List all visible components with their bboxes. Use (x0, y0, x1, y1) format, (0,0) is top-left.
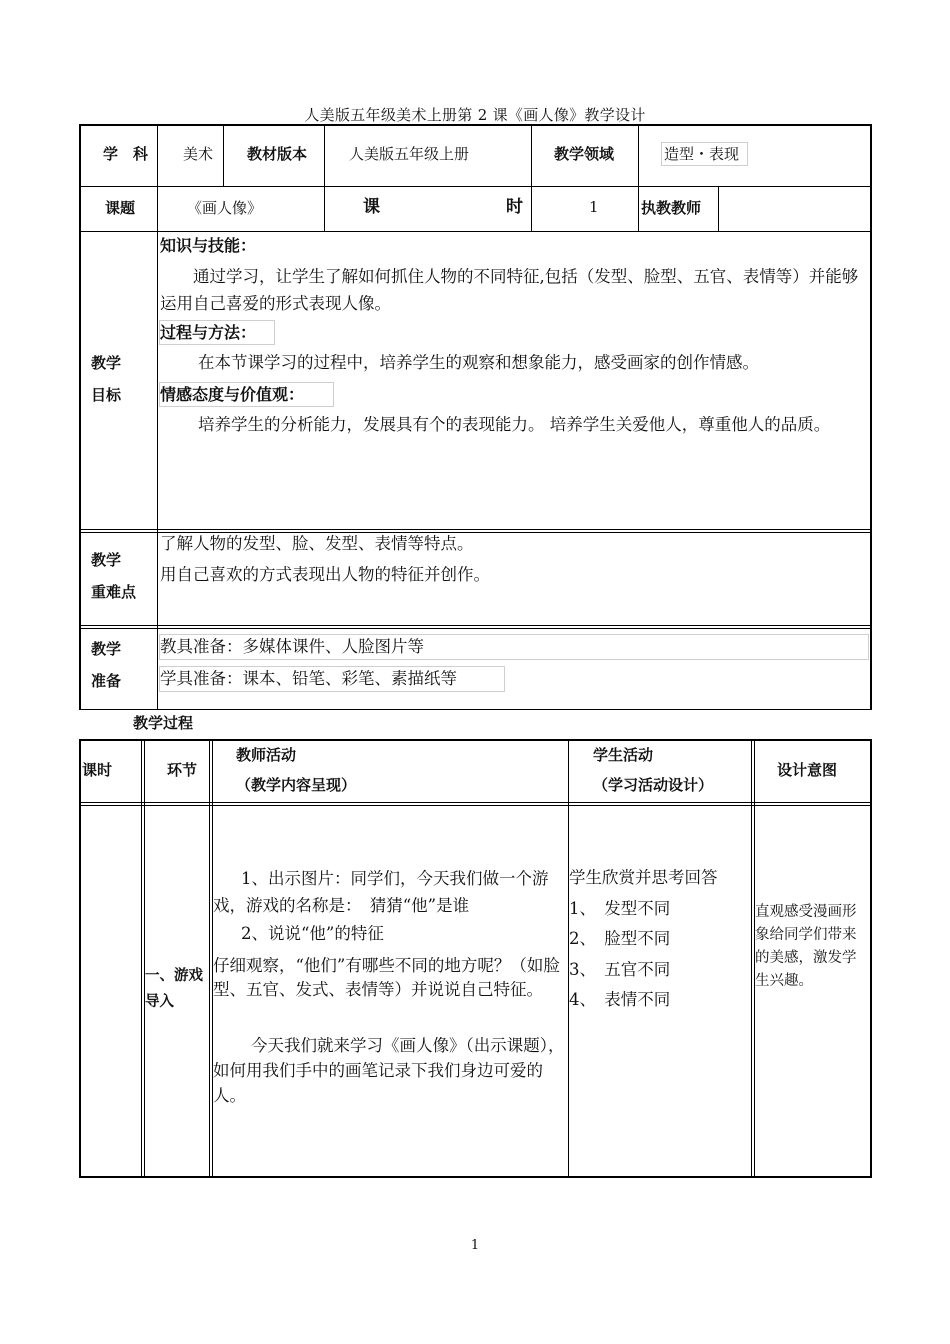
header-teacher-sub: （教学内容呈现） (236, 776, 357, 794)
header-teacher: 教师活动 (236, 746, 297, 764)
keypoints-label-2: 重难点 (91, 583, 137, 601)
prep-label-2: 准备 (91, 672, 122, 690)
student-item: 4、 表情不同 (569, 990, 671, 1009)
design-intent: 直观感受漫画形象给同学们带来的美感，激发学生兴趣。 (755, 904, 857, 989)
domain-value: 造型・表现 (664, 145, 740, 163)
header-student-sub: （学习活动设计） (593, 776, 714, 794)
period-value: 1 (589, 198, 599, 216)
page-number: 1 (470, 1238, 480, 1253)
topic-label: 课题 (105, 199, 136, 217)
process-title: 教学过程 (133, 714, 194, 732)
goal-text-emotion: 培养学生的分析能力，发展具有个的表现能力。 培养学生关爱他人，尊重他人的品质。 (198, 415, 831, 434)
edition-label: 教材版本 (247, 145, 308, 163)
goal-heading-emotion: 情感态度与价值观： (160, 385, 305, 404)
header-intent: 设计意图 (777, 761, 838, 779)
student-item: 1、 发型不同 (569, 899, 671, 918)
teacher-label: 执教教师 (641, 199, 702, 217)
student-item: 2、 脸型不同 (569, 929, 671, 948)
subject-label: 学 科 (103, 145, 149, 163)
teacher-activity-1: 1、出示图片：同学们，今天我们做一个游戏，游戏的名称是： 猜猜“他”是谁 (213, 869, 549, 915)
header-stage: 环节 (167, 761, 198, 779)
goal-heading-knowledge: 知识与技能： (160, 236, 257, 255)
teacher-activity-2: 2、说说“他”的特征 (241, 924, 384, 943)
goal-text-process: 在本节课学习的过程中，培养学生的观察和想象能力，感受画家的创作情感。 (198, 353, 759, 372)
prep-label-1: 教学 (91, 640, 122, 658)
teacher-activity-4: 今天我们就来学习《画人像》（出示课题），如何用我们手中的画笔记录下我们身边可爱的人。 (213, 1036, 565, 1105)
document-title: 人美版五年级美术上册第 2 课《画人像》教学设计 (304, 106, 646, 124)
stage-name: 一、游戏导入 (145, 968, 203, 1010)
topic-value: 《画人像》 (187, 199, 263, 217)
student-item: 3、 五官不同 (569, 960, 671, 979)
prep-student: 学具准备：课本、铅笔、彩笔、素描纸等 (160, 669, 457, 688)
keypoint-2: 用自己喜欢的方式表现出人物的特征并创作。 (160, 565, 490, 584)
goals-label-1: 教学 (91, 354, 122, 372)
subject-value: 美术 (183, 145, 214, 163)
student-intro: 学生欣赏并思考回答 (569, 868, 718, 887)
header-period: 课时 (82, 761, 113, 779)
period-label-2: 时 (506, 197, 523, 217)
goals-label-2: 目标 (91, 386, 122, 404)
header-student: 学生活动 (593, 746, 654, 764)
prep-teacher: 教具准备：多媒体课件、人脸图片等 (160, 637, 424, 656)
domain-label: 教学领域 (554, 145, 615, 163)
edition-value: 人美版五年级上册 (349, 145, 470, 163)
keypoints-label-1: 教学 (91, 551, 122, 569)
goal-heading-process: 过程与方法： (160, 323, 257, 342)
period-label-1: 课 (363, 197, 380, 217)
keypoint-1: 了解人物的发型、脸、发型、表情等特点。 (160, 534, 474, 553)
teacher-activity-3: 仔细观察，“他们”有哪些不同的地方呢？（如脸型、五官、发式、表情等）并说说自己特征。 (213, 956, 560, 999)
goal-text-knowledge: 通过学习，让学生了解如何抓住人物的不同特征,包括（发型、脸型、五官、表情等）并能够运用自己喜爱的形式表现人像。 (160, 267, 859, 313)
